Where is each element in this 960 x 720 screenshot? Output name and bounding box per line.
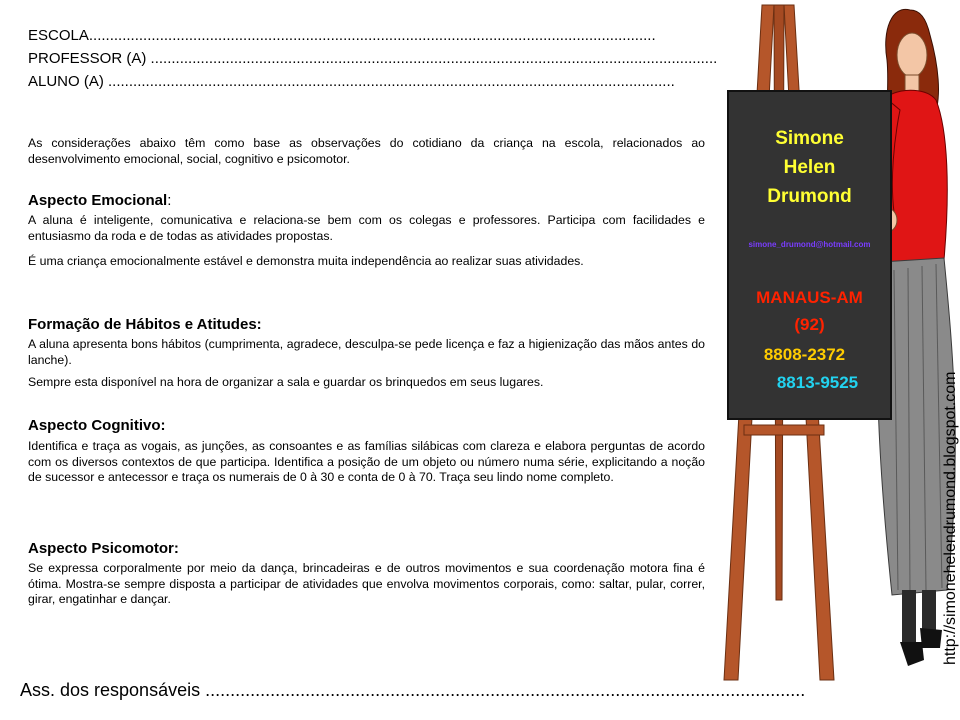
section-text-cognitivo: Identifica e traça as vogais, as junções, as consoantes e as famílias silábicas com clareza e elabora perguntas de acordo com os diversos contextos de que participa. Identifica a posição de um objeto ou número numa série, explicitando a noção de sucessor e antecessor e traça os numerais de 0 à 30 e conta de 0 à 70. Traça seu lindo nome completo.: [28, 439, 705, 485]
escola-line: [28, 26, 718, 45]
signature-label: Ass. dos responsáveis: [20, 680, 201, 700]
section-title-psicomotor: Aspecto Psicomotor:: [28, 540, 179, 557]
section-title-emocional: [28, 192, 171, 209]
board-ddd: (92): [794, 315, 825, 334]
section-text-emocional-2: É uma criança emocionalmente estável e demonstra muita independência ao realizar suas atividades.: [28, 254, 584, 268]
section-title-cognitivo: Aspecto Cognitivo:: [28, 417, 166, 434]
board-name-1: Simone: [775, 128, 844, 149]
section-title-emocional-text: Aspecto Emocional: [28, 192, 168, 209]
section-text-habitos: A aluna apresenta bons hábitos (cumprimenta, agradece, desculpa-se pede licença e faz a higienização das mãos antes do lanche).: [28, 337, 705, 367]
board-name-3: Drumond: [767, 186, 852, 207]
aluno-label: ALUNO (A): [28, 73, 104, 90]
escola-label: ESCOLA: [28, 27, 89, 44]
section-text-habitos-2: Sempre esta disponível na hora de organizar a sala e guardar os brinquedos em seus lugares.: [28, 375, 544, 389]
section-title-emocional-suffix: :: [167, 192, 172, 209]
professor-dots: ........................................................................................................................................: [150, 50, 718, 67]
professor-label: PROFESSOR (A): [28, 50, 147, 67]
aluno-dots: ........................................................................................................................................: [108, 73, 675, 90]
intro-paragraph: As considerações abaixo têm como base as observações do cotidiano da criança na escola, relacionados ao desenvolvimento emocional, social, cognitivo e psicomotor.: [28, 136, 705, 166]
board-phone-1: 8808-2372: [763, 345, 846, 364]
aluno-line: [28, 72, 718, 91]
board-email: simone_drumond@hotmail.com: [748, 240, 871, 249]
blog-url: http://simonehelendrumond.blogspot.com: [942, 371, 959, 665]
signature-dots: ........................................................................................................................: [205, 680, 806, 700]
board-phone-2: 8813-9525: [776, 373, 859, 392]
section-text-emocional: A aluna é inteligente, comunicativa e relaciona-se bem com os colegas e professores. Participa com facilidades e entusiasmo da roda e de todas as atividades propostas.: [28, 213, 705, 243]
section-title-habitos: Formação de Hábitos e Atitudes:: [28, 316, 262, 333]
board-city: MANAUS-AM: [756, 288, 863, 307]
section-text-psicomotor: Se expressa corporalmente por meio da dança, brincadeiras e de outros movimentos e sua coordenação motora fina é ótima. Mostra-se sempre disposta a participar de atividades que envolva movimentos corporais, como: saltar, pular, correr, girar, engatinhar e dançar.: [28, 561, 705, 607]
professor-line: [28, 49, 718, 68]
escola-dots: ........................................................................................................................................: [88, 27, 656, 44]
board-name-2: Helen: [783, 157, 836, 178]
